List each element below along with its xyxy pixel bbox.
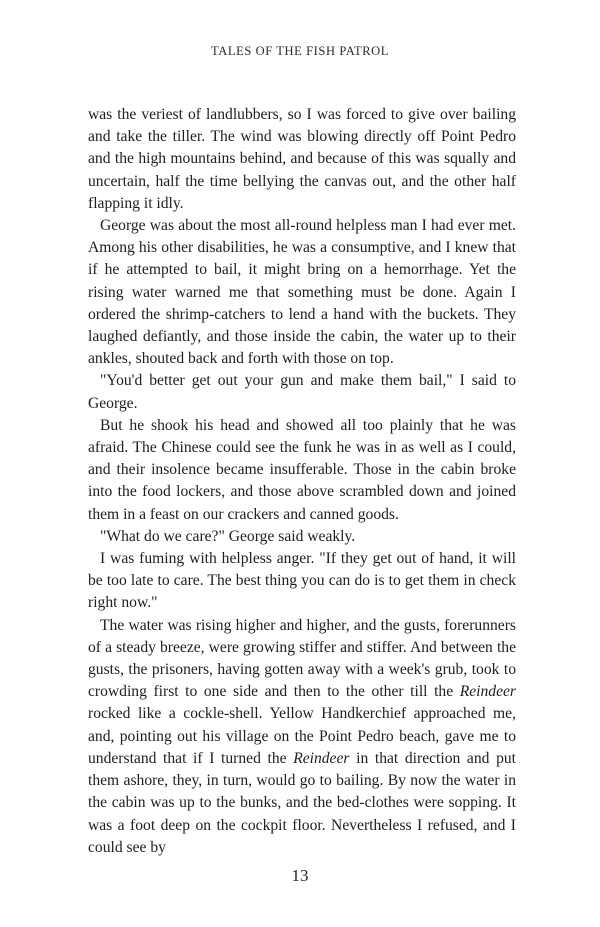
page-number: 13 <box>291 866 309 885</box>
italic-boat-name: Reindeer <box>293 749 350 767</box>
paragraph-text: "What do we care?" George said weakly. <box>100 527 356 545</box>
paragraph-text: "You'd better get out your gun and make them bail," I said to George. <box>88 372 516 412</box>
paragraph-text: rocked like a cockle-shell. Yellow Handkerchief approached me, and, pointing out his village on the Point Pedro beach, gave me to understand that if I turned the <box>88 705 516 767</box>
paragraph <box>88 104 516 215</box>
paragraph-text: George was about the most all-round helpless man I had ever met. Among his other disabilities, he was a consumptive, and I knew that if he attempted to bail, it might bring on a hemorrhage. Yet the rising water warned me that something must be done. Again I ordered the shrimp-catchers to lend a hand with the buckets. They laughed defiantly, and those inside the cabin, the water up to their ankles, shouted back and forth with those on top. <box>88 217 516 368</box>
paragraph <box>88 526 516 548</box>
paragraph-text: was the veriest of landlubbers, so I was forced to give over bailing and take the tiller. The wind was blowing directly off Point Pedro and the high mountains behind, and because of this was squally and uncertain, half the time bellying the canvas out, and the other half flapping it idly. <box>88 106 516 212</box>
paragraph <box>88 215 516 370</box>
running-head: TALES OF THE FISH PATROL <box>210 44 389 58</box>
body-text <box>88 104 516 859</box>
paragraph-text: in that direction and put them ashore, they, in turn, would go to bailing. By now the water in the cabin was up to the bunks, and the bed-clothes were sopping. It was a foot deep on the cockpit floor. Nevertheless I refused, and I could see by <box>88 749 516 856</box>
paragraph <box>88 548 516 615</box>
paragraph-text: The water was rising higher and higher, and the gusts, forerunners of a steady breeze, were growing stiffer and stiffer. And between the gusts, the prisoners, having gotten away with a week's grub, took to crowding first to one side and then to the other till the <box>88 616 516 701</box>
paragraph-text: I was fuming with helpless anger. "If they get out of hand, it will be too late to care. The best thing you can do is to get them in check right now." <box>88 550 516 612</box>
paragraph-text: But he shook his head and showed all too plainly that he was afraid. The Chinese could see the funk he was in as well as I could, and their insolence became insufferable. Those in the cabin broke into the food lockers, and those above scrambled down and joined them in a feast on our crackers and canned goods. <box>88 416 516 523</box>
paragraph <box>88 615 516 859</box>
paragraph <box>88 415 516 526</box>
paragraph <box>88 370 516 414</box>
italic-boat-name: Reindeer <box>459 683 516 701</box>
